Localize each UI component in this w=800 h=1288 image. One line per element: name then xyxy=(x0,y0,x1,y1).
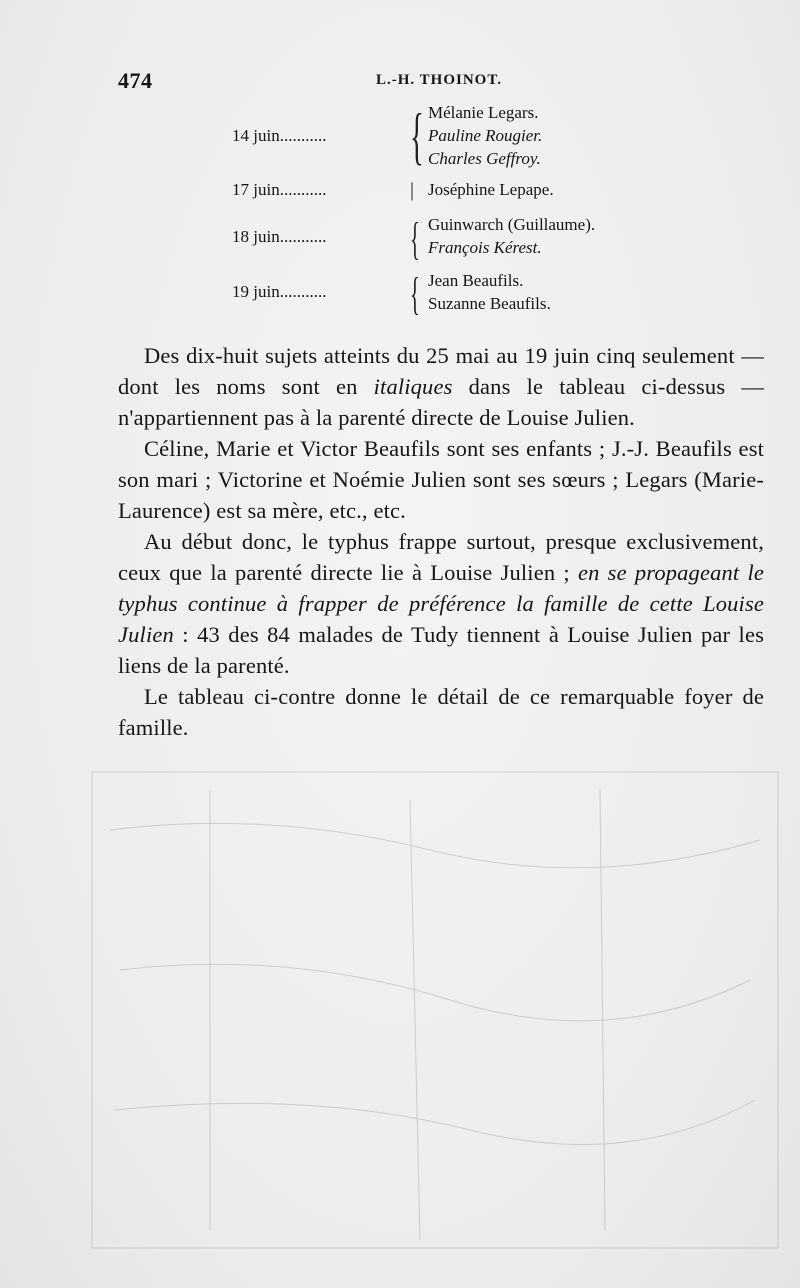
table-name: Jean Beaufils. xyxy=(428,271,524,290)
brace-icon: { xyxy=(410,100,424,171)
page-number: 474 xyxy=(118,68,153,93)
page-header xyxy=(118,68,758,94)
table-name: Suzanne Beaufils. xyxy=(428,294,551,313)
paragraph: Le tableau ci-contre donne le détail de ce remarquable foyer de famille. xyxy=(118,684,764,740)
table-name: Pauline Rougier. xyxy=(428,126,543,145)
table-name: Mélanie Legars. xyxy=(428,103,539,122)
date-label: 19 juin........... xyxy=(232,282,327,301)
date-label: 14 juin........... xyxy=(232,126,327,145)
body-text xyxy=(118,340,764,743)
brace-icon: { xyxy=(410,213,420,264)
table-name: François Kérest. xyxy=(428,238,542,257)
date-label: 17 juin........... xyxy=(232,180,327,199)
paragraph: Des dix-huit sujets atteints du 25 mai au 19 juin cinq seulement — dont les noms sont en italiques dans le tableau ci-dessus — n'appartiennent pas à la parenté directe de Louise Julien. xyxy=(118,343,764,430)
brace-icon: { xyxy=(410,268,420,319)
table-name: Joséphine Lepape. xyxy=(428,180,554,199)
paragraph: Céline, Marie et Victor Beaufils sont ses enfants ; J.-J. Beaufils est son mari ; Victorine et Noémie Julien sont ses sœurs ; Legars (Marie-Laurence) est sa mère, etc., etc. xyxy=(118,436,764,523)
table-name: Charles Geffroy. xyxy=(428,149,541,168)
table-name: Guinwarch (Guillaume). xyxy=(428,215,596,234)
show-through-texture xyxy=(90,770,780,1250)
paragraph: Au début donc, le typhus frappe surtout, presque exclusivement, ceux que la parenté directe lie à Louise Julien ; en se propageant le typhus continue à frapper de préférence la famille de cette Louise Julien : 43 des 84 malades de Tudy tiennent à Louise Julien par les liens de la parenté. xyxy=(118,529,764,678)
running-head: L.-H. THOINOT. xyxy=(376,72,502,88)
date-label: 18 juin........... xyxy=(232,227,327,246)
bar-icon: | xyxy=(410,179,415,201)
